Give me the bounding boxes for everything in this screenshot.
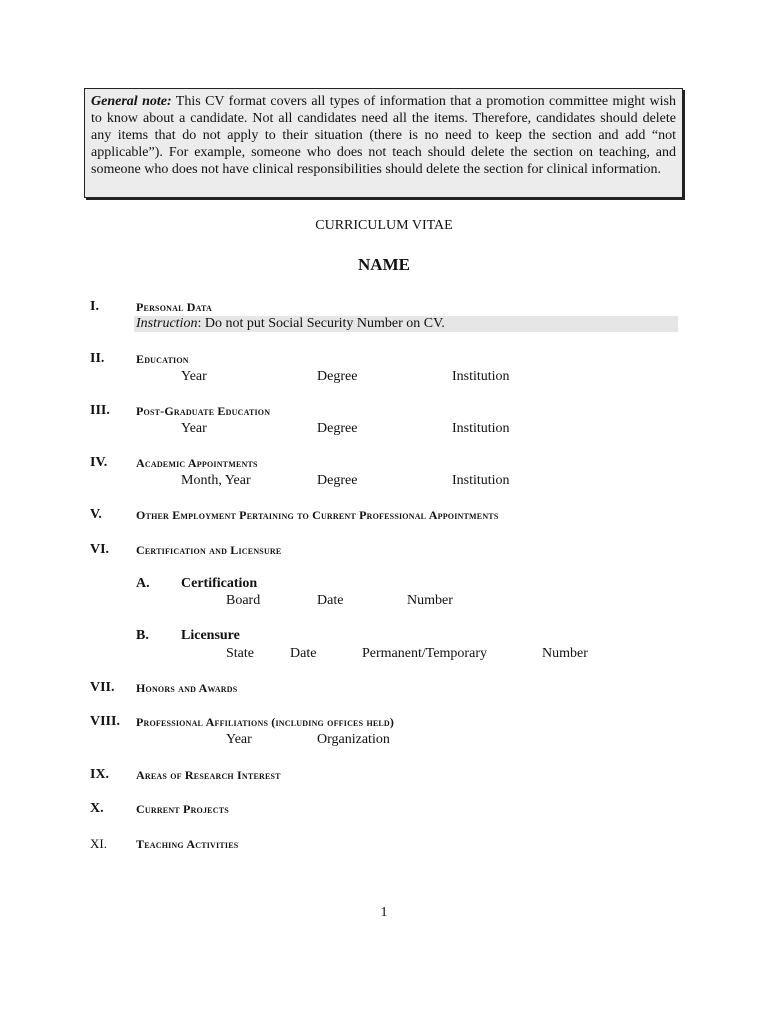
column-label: Permanent/Temporary <box>362 646 487 661</box>
column-label: Institution <box>452 421 510 436</box>
section-heading-teaching-activities: Teaching Activities <box>136 837 239 851</box>
subsection-heading-licensure: Licensure <box>181 628 240 643</box>
section-number: VIII. <box>90 714 120 729</box>
subsection-letter: A. <box>136 576 150 591</box>
section-heading-professional-affiliations: Professional Affiliations (including offices held) <box>136 715 395 729</box>
column-label: State <box>226 646 254 661</box>
column-label: Month, Year <box>181 473 251 488</box>
column-label: Year <box>181 369 207 384</box>
section-number: IX. <box>90 767 110 782</box>
column-label: Year <box>181 421 207 436</box>
section-number: VII. <box>90 680 115 695</box>
general-note-text: This CV format covers all types of information that a promotion committee might wish to know about a candidate. Not all candidates need all the items. Therefore, candidates should delete any items that do not apply to their situation (there is no need to keep the section and add “not applicable”). For example, someone who does not teach should delete the section on teaching, and someone who does not have clinical responsibilities should delete the section for clinical information. <box>91 94 676 177</box>
column-label: Year <box>226 732 252 747</box>
section-number: IV. <box>90 455 108 470</box>
instruction-text: : Do not put Social Security Number on CV. <box>197 316 445 331</box>
section-heading-certification-licensure: Certification and Licensure <box>136 543 282 557</box>
section-number: XI. <box>90 836 107 851</box>
section-number: I. <box>90 299 99 314</box>
section-number: II. <box>90 351 105 366</box>
column-label: Number <box>407 593 453 608</box>
general-note-box <box>84 88 683 198</box>
section-heading-post-graduate-education: Post-Graduate Education <box>136 404 271 418</box>
subsection-letter: B. <box>136 628 149 643</box>
section-number: X. <box>90 801 104 816</box>
instruction-label: Instruction <box>136 316 198 331</box>
section-heading-academic-appointments: Academic Appointments <box>136 456 258 470</box>
column-label: Board <box>226 593 261 608</box>
section-heading-honors-awards: Honors and Awards <box>136 681 238 695</box>
page-number: 1 <box>380 905 388 920</box>
column-label: Degree <box>317 473 358 488</box>
document-name: NAME <box>358 255 410 274</box>
column-label: Date <box>317 593 344 608</box>
column-label: Number <box>542 646 588 661</box>
column-label: Degree <box>317 421 358 436</box>
section-heading-education: Education <box>136 352 189 366</box>
section-heading-research-interest: Areas of Research Interest <box>136 768 281 782</box>
section-number: VI. <box>90 542 110 557</box>
column-label: Organization <box>317 732 390 747</box>
column-label: Institution <box>452 369 510 384</box>
column-label: Date <box>290 646 317 661</box>
general-note-label: General note: <box>91 94 172 109</box>
section-heading-other-employment: Other Employment Pertaining to Current Professional Appointments <box>136 508 499 522</box>
document-title: CURRICULUM VITAE <box>315 218 453 233</box>
section-heading-personal-data: Personal Data <box>136 300 212 314</box>
instruction-line <box>136 316 445 332</box>
column-label: Institution <box>452 473 510 488</box>
subsection-heading-certification: Certification <box>181 576 258 591</box>
section-number: III. <box>90 403 110 418</box>
section-number: V. <box>90 507 102 522</box>
column-label: Degree <box>317 369 358 384</box>
section-heading-current-projects: Current Projects <box>136 802 229 816</box>
